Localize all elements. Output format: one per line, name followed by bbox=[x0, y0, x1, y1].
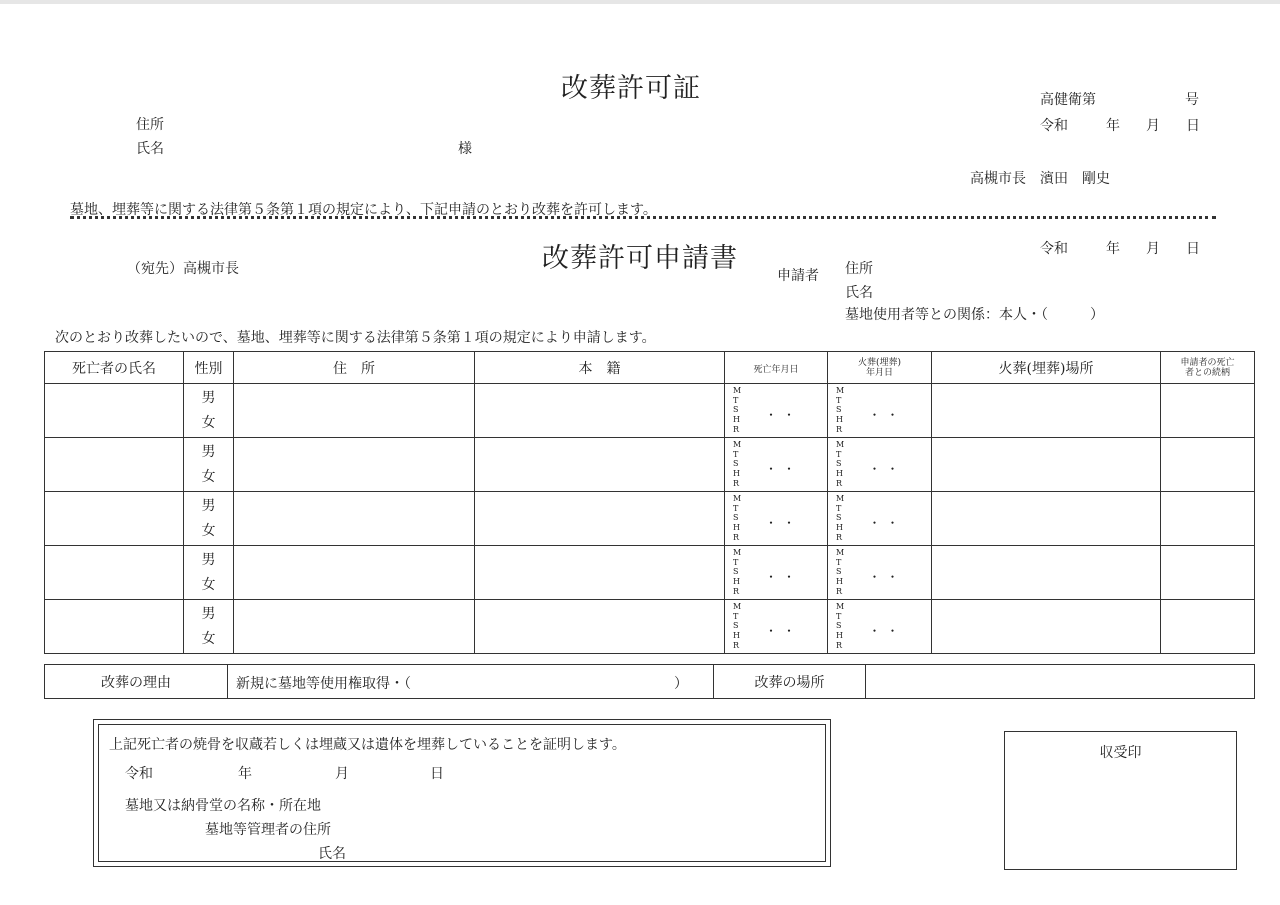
sex-option-male[interactable]: 男 bbox=[201, 551, 216, 568]
death-date-cell[interactable] bbox=[725, 438, 828, 492]
permit-number-label: 高健衛第 bbox=[1040, 92, 1096, 108]
permit-date-year: 年 bbox=[1106, 118, 1120, 134]
era-letters: M T S H R bbox=[733, 386, 742, 434]
era-letters: M T S H R bbox=[836, 494, 845, 542]
sex-option-female[interactable]: 女 bbox=[201, 468, 216, 485]
sex-cell[interactable] bbox=[184, 546, 234, 600]
header-domicile: 本 籍 bbox=[475, 352, 725, 384]
application-title: 改葬許可申請書 bbox=[542, 243, 738, 274]
deceased-name-cell[interactable] bbox=[45, 546, 184, 600]
relation-cell[interactable] bbox=[1161, 384, 1255, 438]
death-date-cell[interactable] bbox=[725, 384, 828, 438]
date-separator: ・・ bbox=[868, 624, 905, 638]
sex-option-male[interactable]: 男 bbox=[201, 389, 216, 406]
domicile-cell[interactable] bbox=[475, 546, 725, 600]
deceased-name-cell[interactable] bbox=[45, 492, 184, 546]
certificate-date-year: 年 bbox=[238, 766, 252, 782]
header-relation: 申請者の死亡 者との続柄 bbox=[1161, 352, 1255, 384]
deceased-name-cell[interactable] bbox=[45, 438, 184, 492]
header-sex: 性別 bbox=[184, 352, 234, 384]
deceased-table bbox=[44, 351, 1255, 654]
cremation-date-cell[interactable] bbox=[828, 438, 932, 492]
era-letters: M T S H R bbox=[836, 386, 845, 434]
receipt-stamp-box bbox=[1004, 731, 1237, 870]
application-statement: 次のとおり改葬したいので、墓地、埋葬等に関する法律第５条第１項の規定により申請します。 bbox=[55, 330, 656, 346]
permit-number-suffix: 号 bbox=[1185, 92, 1199, 108]
certificate-manager-address-label: 墓地等管理者の住所 bbox=[205, 822, 331, 838]
permit-statement: 墓地、埋葬等に関する法律第５条第１項の規定により、下記申請のとおり改葬を許可します。 bbox=[70, 202, 657, 218]
reason-place-label: 改葬の場所 bbox=[714, 665, 866, 699]
domicile-cell[interactable] bbox=[475, 384, 725, 438]
header-cremation-place: 火葬(埋葬)場所 bbox=[932, 352, 1161, 384]
date-separator: ・・ bbox=[868, 408, 905, 422]
reason-value: 新規に墓地等使用権取得・（ bbox=[236, 676, 411, 692]
cremation-date-cell[interactable] bbox=[828, 600, 932, 654]
table-row bbox=[45, 492, 1255, 546]
era-letters: M T S H R bbox=[733, 548, 742, 596]
applicant-label: 申請者 bbox=[777, 268, 819, 284]
table-row bbox=[45, 546, 1255, 600]
receipt-stamp-label: 収受印 bbox=[1099, 745, 1142, 761]
sex-cell[interactable] bbox=[184, 438, 234, 492]
application-addressee: （宛先）高槻市長 bbox=[127, 261, 239, 277]
reason-place-value[interactable] bbox=[866, 665, 1255, 699]
certificate-box bbox=[93, 719, 831, 867]
date-separator: ・・ bbox=[764, 516, 801, 530]
date-separator: ・・ bbox=[868, 516, 905, 530]
sex-option-female[interactable]: 女 bbox=[201, 414, 216, 431]
cut-line bbox=[70, 216, 1216, 219]
death-date-cell[interactable] bbox=[725, 600, 828, 654]
application-date-day: 日 bbox=[1186, 241, 1200, 257]
domicile-cell[interactable] bbox=[475, 438, 725, 492]
reason-close-paren: ） bbox=[674, 676, 688, 692]
address-cell[interactable] bbox=[234, 492, 475, 546]
permit-date-month: 月 bbox=[1146, 118, 1160, 134]
cremation-date-cell[interactable] bbox=[828, 546, 932, 600]
era-letters: M T S H R bbox=[733, 602, 742, 650]
date-separator: ・・ bbox=[764, 624, 801, 638]
cremation-place-cell[interactable] bbox=[932, 546, 1161, 600]
application-date-month: 月 bbox=[1146, 241, 1160, 257]
certificate-date-era: 令和 bbox=[125, 766, 153, 782]
applicant-address-label: 住所 bbox=[845, 261, 873, 277]
applicant-relation: 墓地使用者等との関係：本人・（ ） bbox=[845, 307, 1104, 323]
relation-cell[interactable] bbox=[1161, 546, 1255, 600]
sex-option-male[interactable]: 男 bbox=[201, 605, 216, 622]
domicile-cell[interactable] bbox=[475, 492, 725, 546]
domicile-cell[interactable] bbox=[475, 600, 725, 654]
table-row bbox=[45, 438, 1255, 492]
permit-address-label: 住所 bbox=[136, 117, 164, 133]
permit-date-day: 日 bbox=[1186, 118, 1200, 134]
era-letters: M T S H R bbox=[836, 440, 845, 488]
permit-name-label: 氏名 bbox=[136, 141, 164, 157]
sex-option-female[interactable]: 女 bbox=[201, 576, 216, 593]
certificate-date-month: 月 bbox=[335, 766, 349, 782]
cremation-date-cell[interactable] bbox=[828, 492, 932, 546]
certificate-statement: 上記死亡者の焼骨を収蔵若しくは埋蔵又は遺体を埋葬していることを証明します。 bbox=[109, 737, 626, 753]
viewer-top-bar bbox=[0, 0, 1280, 4]
permit-mayor: 高槻市長 濱田 剛史 bbox=[970, 171, 1110, 187]
certificate-date-day: 日 bbox=[430, 766, 444, 782]
sex-cell[interactable] bbox=[184, 600, 234, 654]
relation-cell[interactable] bbox=[1161, 600, 1255, 654]
sex-cell[interactable] bbox=[184, 384, 234, 438]
address-cell[interactable] bbox=[234, 438, 475, 492]
date-separator: ・・ bbox=[764, 570, 801, 584]
cremation-place-cell[interactable] bbox=[932, 438, 1161, 492]
cremation-place-cell[interactable] bbox=[932, 600, 1161, 654]
address-cell[interactable] bbox=[234, 600, 475, 654]
certificate-cemetery-label: 墓地又は納骨堂の名称・所在地 bbox=[125, 798, 321, 814]
era-letters: M T S H R bbox=[836, 548, 845, 596]
death-date-cell[interactable] bbox=[725, 546, 828, 600]
table-row bbox=[45, 600, 1255, 654]
sex-option-female[interactable]: 女 bbox=[201, 522, 216, 539]
address-cell[interactable] bbox=[234, 384, 475, 438]
deceased-name-cell[interactable] bbox=[45, 384, 184, 438]
applicant-name-label: 氏名 bbox=[845, 285, 873, 301]
deceased-name-cell[interactable] bbox=[45, 600, 184, 654]
application-date-era: 令和 bbox=[1040, 241, 1068, 257]
era-letters: M T S H R bbox=[733, 494, 742, 542]
header-cremation-date: 火葬(埋葬) 年月日 bbox=[828, 352, 932, 384]
certificate-name-label: 氏名 bbox=[318, 846, 346, 862]
reason-value-cell[interactable] bbox=[228, 665, 714, 699]
date-separator: ・・ bbox=[868, 570, 905, 584]
sex-option-female[interactable]: 女 bbox=[201, 630, 216, 647]
cremation-place-cell[interactable] bbox=[932, 384, 1161, 438]
sex-option-male[interactable]: 男 bbox=[201, 497, 216, 514]
header-address: 住 所 bbox=[234, 352, 475, 384]
era-letters: M T S H R bbox=[733, 440, 742, 488]
reason-table bbox=[44, 664, 1255, 699]
permit-date-era: 令和 bbox=[1040, 118, 1068, 134]
permit-title: 改葬許可証 bbox=[561, 73, 701, 104]
permit-honorific: 様 bbox=[458, 141, 472, 157]
relation-cell[interactable] bbox=[1161, 492, 1255, 546]
date-separator: ・・ bbox=[764, 408, 801, 422]
address-cell[interactable] bbox=[234, 546, 475, 600]
relation-cell[interactable] bbox=[1161, 438, 1255, 492]
death-date-cell[interactable] bbox=[725, 492, 828, 546]
cremation-place-cell[interactable] bbox=[932, 492, 1161, 546]
era-letters: M T S H R bbox=[836, 602, 845, 650]
date-separator: ・・ bbox=[868, 462, 905, 476]
application-date-year: 年 bbox=[1106, 241, 1120, 257]
sex-cell[interactable] bbox=[184, 492, 234, 546]
sex-option-male[interactable]: 男 bbox=[201, 443, 216, 460]
reason-label: 改葬の理由 bbox=[45, 665, 228, 699]
header-name: 死亡者の氏名 bbox=[45, 352, 184, 384]
date-separator: ・・ bbox=[764, 462, 801, 476]
cremation-date-cell[interactable] bbox=[828, 384, 932, 438]
header-death-date: 死亡年月日 bbox=[725, 352, 828, 384]
table-row bbox=[45, 384, 1255, 438]
